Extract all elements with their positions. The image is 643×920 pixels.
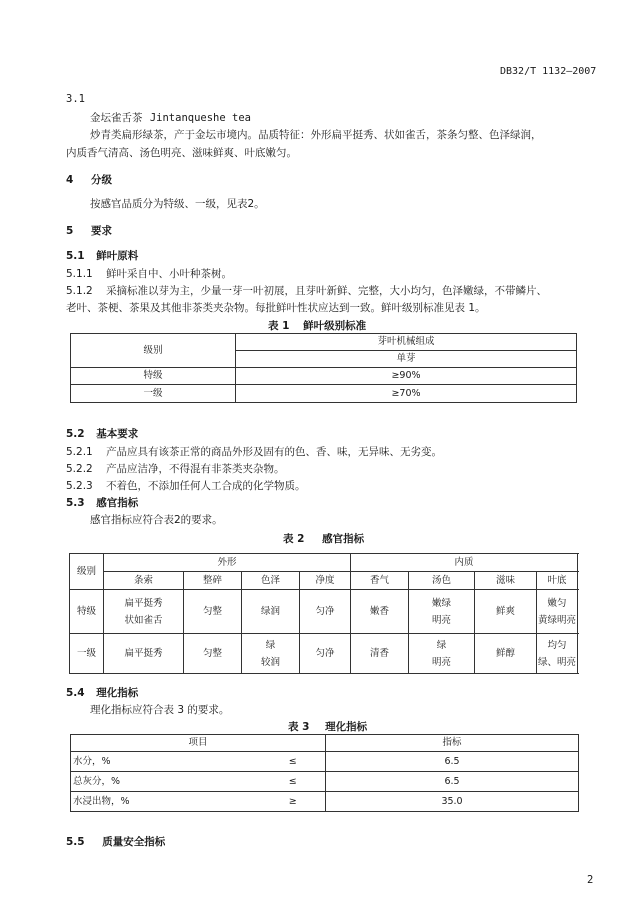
table-2-caption-title: 感官指标 (322, 533, 365, 545)
cell-line: 明亮 (432, 614, 452, 626)
clause-5-1-2-text: 采摘标准以芽为主，少量一芽一叶初展，且芽叶新鲜、完整，大小均匀，色泽嫩绿，不带鳞片、 (106, 285, 548, 297)
term-title (90, 110, 251, 125)
table-2-row-grade: 特级 (70, 590, 104, 634)
table-2-header-grade: 级别 (70, 554, 104, 590)
term-en: Jintanqueshe tea (149, 112, 251, 124)
section-5-number: 5 (66, 225, 74, 237)
clause-5-1-2-line-2: 老叶、茶梗、茶果及其他非茶类夹杂物。每批鲜叶性状应达到一致。鲜叶级别标准见表 1。 (66, 302, 486, 314)
section-5-3-number: 5.3 (66, 497, 85, 509)
page-number: 2 (587, 874, 594, 886)
table-2-header-quality: 内质 (351, 554, 578, 572)
section-5-heading (66, 223, 112, 238)
table-2-col-leaf: 叶底 (537, 572, 578, 590)
section-5-5-heading (66, 834, 165, 849)
clause-5-1-2-number: 5.1.2 (66, 285, 93, 297)
cell-line: 绿、明亮 (538, 656, 577, 668)
clause-5-2-3-number: 5.2.3 (66, 480, 93, 492)
term-zh: 金坛雀舌茶 (90, 112, 143, 124)
clause-5-2-2-number: 5.2.2 (66, 463, 93, 475)
section-5-3-heading (66, 495, 138, 510)
cell-line: 绿 (265, 639, 276, 651)
section-3-1-number: 3.1 (66, 93, 85, 105)
cell-line: 嫩匀 (547, 597, 567, 609)
table-3-item: 水分，% (71, 752, 261, 772)
table-3-value: 6.5 (326, 752, 579, 772)
table-2-cell-aroma: 清香 (351, 634, 409, 674)
section-5-2-number: 5.2 (66, 428, 85, 440)
section-5-5-number: 5.5 (66, 836, 85, 848)
clause-5-2-3-text: 不着色，不添加任何人工合成的化学物质。 (106, 480, 306, 492)
table-1-row-grade: 特级 (71, 368, 236, 385)
table-1-caption (268, 318, 366, 333)
table-2-cell-color (242, 634, 300, 674)
cell-line: 较润 (260, 656, 280, 668)
table-1-row-grade: 一级 (71, 385, 236, 403)
table-1 (70, 333, 577, 403)
clause-5-2-1-text: 产品应具有该茶正常的商品外形及固有的色、香、味，无异味、无劣变。 (106, 446, 443, 458)
cell-line: 绿 (436, 639, 447, 651)
table-3-caption-number: 表 3 (288, 721, 310, 733)
table-1-row-value: ≥70% (236, 385, 577, 403)
section-5-2-heading (66, 426, 138, 441)
table-3-header-item: 项目 (71, 735, 326, 752)
table-3-operator: ≥ (261, 792, 326, 812)
table-1-header-sub: 单芽 (236, 351, 577, 368)
section-5-2-title: 基本要求 (96, 428, 139, 440)
table-2-cell-leaf (537, 590, 578, 634)
clause-5-2-2-text: 产品应洁净，不得混有非茶类夹杂物。 (106, 463, 285, 475)
table-2-cell-taste: 鲜爽 (475, 590, 537, 634)
clause-5-1-1-number: 5.1.1 (66, 268, 93, 280)
section-5-3-title: 感官指标 (96, 497, 139, 509)
section-4-body: 按感官品质分为特级、一级，见表2。 (90, 198, 265, 210)
clause-5-2-2 (66, 461, 285, 476)
section-5-4-body: 理化指标应符合表 3 的要求。 (90, 704, 230, 716)
section-4-title: 分级 (90, 174, 112, 186)
table-2-cell-color (242, 590, 300, 634)
clause-5-2-3 (66, 478, 306, 493)
section-4-heading (66, 172, 112, 187)
table-3-value: 6.5 (326, 772, 579, 792)
cell-line: 扁平挺秀 (124, 597, 163, 609)
table-1-caption-number: 表 1 (268, 320, 290, 332)
section-5-1-number: 5.1 (66, 250, 85, 262)
term-definition-line-2: 内质香气清高、汤色明亮、滋味鲜爽、叶底嫩匀。 (66, 147, 297, 159)
table-2-col-taste: 滋味 (475, 572, 537, 590)
table-2-col-clarity: 净度 (300, 572, 351, 590)
table-3 (70, 734, 579, 812)
table-2-cell-uniformity: 匀整 (184, 634, 242, 674)
term-definition-line-1: 炒青类扁形绿茶，产于金坛市境内。品质特征：外形扁平挺秀、状如雀舌，茶条匀整、色泽绿润， (90, 129, 542, 141)
section-4-number: 4 (66, 174, 74, 186)
cell-line: 黄绿明亮 (538, 614, 577, 626)
section-5-1-heading (66, 248, 138, 263)
table-2-caption (283, 531, 364, 546)
section-5-4-title: 理化指标 (96, 687, 139, 699)
table-2 (69, 553, 578, 674)
table-1-caption-title: 鲜叶级别标准 (303, 320, 367, 332)
table-2-cell-liquor (409, 634, 475, 674)
table-3-item: 总灰分，% (71, 772, 261, 792)
cell-line: 绿润 (260, 606, 280, 617)
table-2-cell-clarity: 匀净 (300, 590, 351, 634)
cell-line: 明亮 (432, 656, 452, 668)
clause-5-1-2-line-1 (66, 283, 547, 298)
standard-code: DB32/T 1132—2007 (500, 66, 597, 77)
table-3-caption (288, 719, 367, 734)
clause-5-1-1-text: 鲜叶采自中、小叶种茶树。 (106, 268, 233, 280)
cell-line: 嫩绿 (432, 597, 452, 609)
table-3-item: 水浸出物，% (71, 792, 261, 812)
clause-5-1-1 (66, 266, 232, 281)
table-2-cell-shape (104, 634, 184, 674)
cell-line: 均匀 (547, 639, 567, 651)
section-5-1-title: 鲜叶原料 (96, 250, 139, 262)
table-2-cell-aroma: 嫩香 (351, 590, 409, 634)
table-1-header-group: 芽叶机械组成 (236, 334, 577, 351)
table-2-cell-uniformity: 匀整 (184, 590, 242, 634)
cell-line: 扁平挺秀 (124, 648, 163, 659)
table-3-header-index: 指标 (326, 735, 579, 752)
clause-5-2-1 (66, 444, 442, 459)
table-3-caption-title: 理化指标 (325, 721, 368, 733)
section-5-5-title: 质量安全指标 (102, 836, 166, 848)
table-1-header-grade: 级别 (71, 334, 236, 368)
table-1-row-value: ≥90% (236, 368, 577, 385)
table-2-col-uniformity: 整碎 (184, 572, 242, 590)
table-2-col-shape: 条索 (104, 572, 184, 590)
section-5-4-number: 5.4 (66, 687, 85, 699)
section-5-title: 要求 (90, 225, 112, 237)
table-2-caption-number: 表 2 (283, 533, 305, 545)
table-2-cell-clarity: 匀净 (300, 634, 351, 674)
clause-5-2-1-number: 5.2.1 (66, 446, 93, 458)
table-2-header-appearance: 外形 (104, 554, 351, 572)
table-2-cell-liquor (409, 590, 475, 634)
section-5-4-heading (66, 685, 138, 700)
table-2-cell-leaf (537, 634, 578, 674)
cell-line: 状如雀舌 (124, 614, 163, 626)
table-2-col-aroma: 香气 (351, 572, 409, 590)
table-2-cell-taste: 鲜醇 (475, 634, 537, 674)
table-2-row-grade: 一级 (70, 634, 104, 674)
table-2-cell-shape (104, 590, 184, 634)
table-2-col-liquor: 汤色 (409, 572, 475, 590)
section-5-3-body: 感官指标应符合表2的要求。 (90, 514, 223, 526)
table-3-operator: ≤ (261, 752, 326, 772)
table-2-col-color: 色泽 (242, 572, 300, 590)
table-3-value: 35.0 (326, 792, 579, 812)
table-3-operator: ≤ (261, 772, 326, 792)
